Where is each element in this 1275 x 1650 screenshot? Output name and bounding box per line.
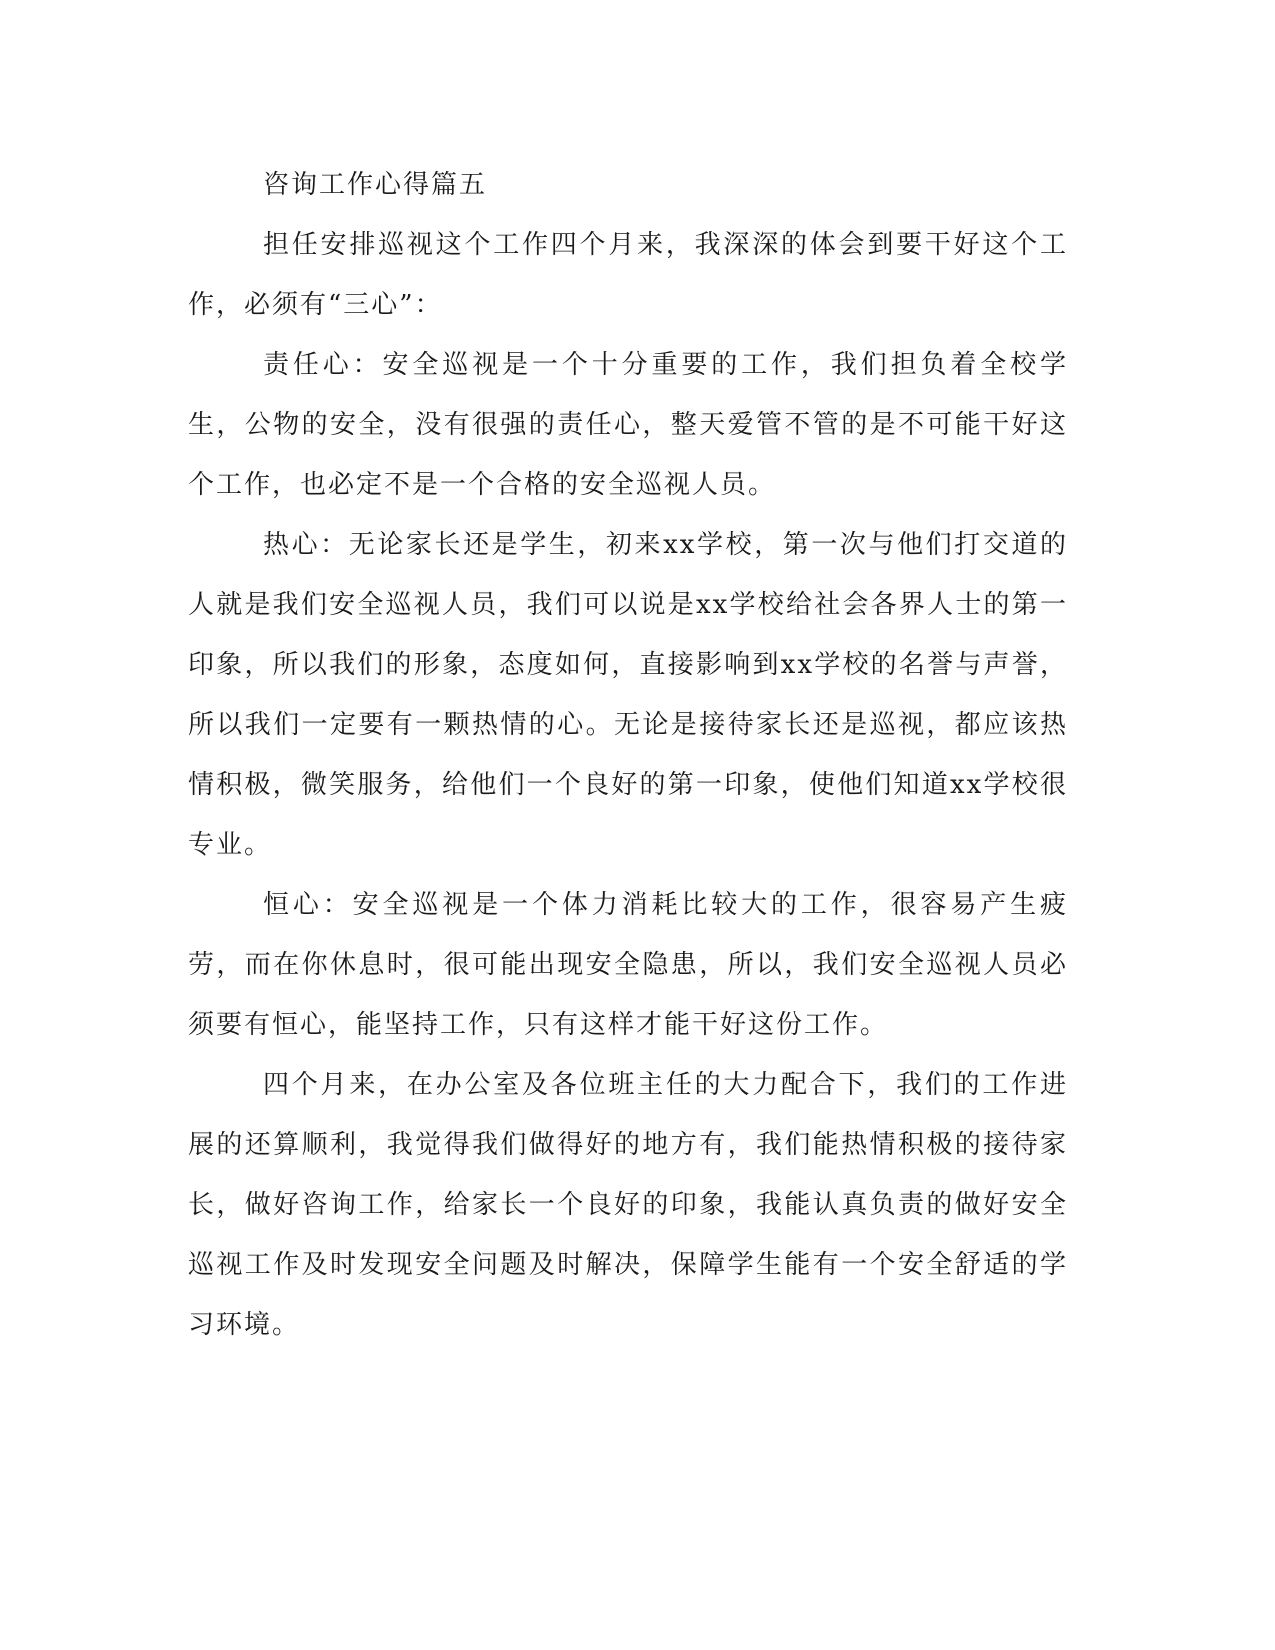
paragraph-responsibility: 责任心：安全巡视是一个十分重要的工作，我们担负着全校学生，公物的安全，没有很强的责任心，整天爱管不管的是不可能干好这个工作，也必定不是一个合格的安全巡视人员。 [188,350,1068,500]
paragraph-intro: 担任安排巡视这个工作四个月来，我深深的体会到要干好这个工作，必须有“三心”： [188,230,1068,320]
paragraph-perseverance: 恒心：安全巡视是一个体力消耗比较大的工作，很容易产生疲劳，而在你休息时，很可能出现安全隐患，所以，我们安全巡视人员必须要有恒心，能坚持工作，只有这样才能干好这份工作。 [188,890,1068,1040]
paragraph-summary: 四个月来，在办公室及各位班主任的大力配合下，我们的工作进展的还算顺利，我觉得我们做得好的地方有，我们能热情积极的接待家长，做好咨询工作，给家长一个良好的印象，我能认真负责的做好安全巡视工作及时发现安全问题及时解决，保障学生能有一个安全舒适的学习环境。 [188,1070,1068,1340]
document-title: 咨询工作心得篇五 [263,170,488,200]
paragraph-enthusiasm: 热心：无论家长还是学生，初来xx学校，第一次与他们打交道的人就是我们安全巡视人员，我们可以说是xx学校给社会各界人士的第一印象，所以我们的形象，态度如何，直接影响到xx学校的名誉与声誉，所以我们一定要有一颗热情的心。无论是接待家长还是巡视，都应该热情积极，微笑服务，给他们一个良好的第一印象，使他们知道xx学校很专业。 [188,530,1068,860]
document-body [188,155,1068,1355]
